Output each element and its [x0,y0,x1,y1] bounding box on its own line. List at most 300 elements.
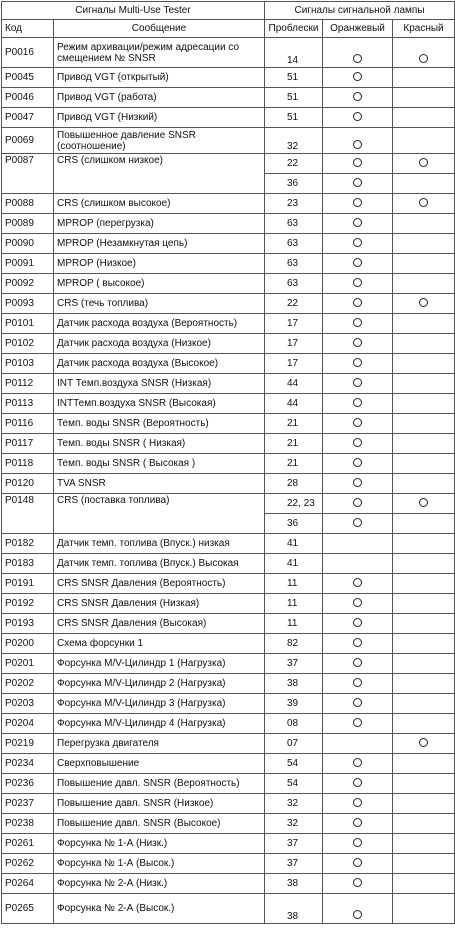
lamp-circle-icon [353,458,362,467]
blinks-cell: 63 [265,234,323,254]
red-cell [393,394,455,414]
orange-cell [323,874,393,894]
orange-cell [323,234,393,254]
code-cell: P0103 [2,354,54,374]
blinks-cell: 32 [265,128,323,154]
message-cell: Повышение давл. SNSR (Вероятность) [54,774,265,794]
orange-cell [323,274,393,294]
message-cell: MPROP (перегрузка) [54,214,265,234]
orange-cell [323,108,393,128]
code-cell: P0118 [2,454,54,474]
message-cell: CRS (поставка топлива) [54,494,265,534]
lamp-circle-icon [419,298,428,307]
orange-cell [323,474,393,494]
orange-cell [323,394,393,414]
code-cell: P0183 [2,554,54,574]
code-cell: P0200 [2,634,54,654]
blinks-cell: 08 [265,714,323,734]
lamp-circle-icon [353,718,362,727]
message-cell: Датчик расхода воздуха (Вероятность) [54,314,265,334]
message-cell: INTТемп.воздуха SNSR (Высокая) [54,394,265,414]
message-cell: Темп. воды SNSR (Вероятность) [54,414,265,434]
code-cell: P0202 [2,674,54,694]
red-cell [393,454,455,474]
orange-cell [323,654,393,674]
code-cell: P0264 [2,874,54,894]
lamp-circle-icon [353,678,362,687]
message-cell: MPROP ( высокое) [54,274,265,294]
table-row [2,874,455,894]
blinks-cell: 54 [265,754,323,774]
lamp-circle-icon [419,198,428,207]
orange-cell [323,754,393,774]
blinks-cell: 63 [265,274,323,294]
table-row [2,854,455,874]
table-row [2,68,455,88]
orange-cell [323,494,393,514]
table-row [2,88,455,108]
orange-cell [323,734,393,754]
message-cell: INT Темп.воздуха SNSR (Низкая) [54,374,265,394]
orange-cell [323,194,393,214]
orange-cell [323,314,393,334]
table-row [2,574,455,594]
lamp-circle-icon [419,158,428,167]
lamp-circle-icon [419,54,428,63]
message-cell: Форсунка М/V-Цилиндр 4 (Нагрузка) [54,714,265,734]
lamp-circle-icon [353,298,362,307]
code-cell: P0116 [2,414,54,434]
blinks-cell: 63 [265,214,323,234]
orange-cell [323,454,393,474]
table-row [2,374,455,394]
red-cell [393,154,455,174]
table-row [2,274,455,294]
blinks-cell: 37 [265,834,323,854]
lamp-circle-icon [353,798,362,807]
red-cell [393,534,455,554]
red-cell [393,374,455,394]
lamp-circle-icon [353,112,362,121]
message-cell: Форсунка № 1-А (Низк.) [54,834,265,854]
orange-header: Оранжевый [323,20,393,38]
message-cell: Форсунка № 1-А (Высок.) [54,854,265,874]
message-cell: Датчик темп. топлива (Впуск.) низкая [54,534,265,554]
lamp-circle-icon [419,738,428,747]
orange-cell [323,794,393,814]
message-cell: MPROP (Незамкнутая цепь) [54,234,265,254]
orange-cell [323,38,393,68]
lamp-circle-icon [353,838,362,847]
message-cell: MPROP (Низкое) [54,254,265,274]
code-cell: P0045 [2,68,54,88]
code-cell: P0112 [2,374,54,394]
blinks-cell: 39 [265,694,323,714]
code-cell: P0088 [2,194,54,214]
lamp-circle-icon [353,178,362,187]
message-cell: CRS (слишком низкое) [54,154,265,194]
table-row [2,194,455,214]
message-cell: CRS SNSR Давления (Высокая) [54,614,265,634]
code-cell: P0113 [2,394,54,414]
orange-cell [323,154,393,174]
lamp-circle-icon [353,518,362,527]
blinks-cell: 38 [265,874,323,894]
message-cell: CRS SNSR Давления (Вероятность) [54,574,265,594]
orange-cell [323,834,393,854]
table-row [2,714,455,734]
red-cell [393,634,455,654]
orange-cell [323,434,393,454]
table-row [2,354,455,374]
lamp-circle-icon [353,598,362,607]
orange-cell [323,894,393,924]
red-cell [393,38,455,68]
code-cell: P0201 [2,654,54,674]
blinks-cell: 21 [265,434,323,454]
orange-cell [323,354,393,374]
blinks-cell: 17 [265,314,323,334]
table-row [2,214,455,234]
blinks-cell: 32 [265,814,323,834]
lamp-circle-icon [353,378,362,387]
table-row [2,474,455,494]
dtc-table [1,1,455,924]
red-cell [393,614,455,634]
table-row [2,614,455,634]
message-cell: Привод VGT (Низкий) [54,108,265,128]
red-cell [393,754,455,774]
message-cell: Привод VGT (работа) [54,88,265,108]
message-cell: Повышение давл. SNSR (Высокое) [54,814,265,834]
lamp-circle-icon [353,258,362,267]
message-cell: Повышенное давление SNSR (соотношение) [54,128,265,154]
red-cell [393,554,455,574]
lamp-circle-icon [353,278,362,287]
message-cell: Режим архивации/режим адресации со смещением № SNSR [54,38,265,68]
orange-cell [323,374,393,394]
table-row [2,894,455,924]
blinks-cell: 38 [265,894,323,924]
blinks-cell: 11 [265,614,323,634]
table-row [2,494,455,514]
blinks-cell: 22, 23 [265,494,323,514]
red-cell [393,834,455,854]
lamp-circle-icon [353,878,362,887]
code-cell: P0237 [2,794,54,814]
lamp-circle-icon [353,338,362,347]
orange-cell [323,714,393,734]
blinks-cell: 32 [265,794,323,814]
message-cell: Перегрузка двигателя [54,734,265,754]
red-cell [393,254,455,274]
code-cell: P0090 [2,234,54,254]
red-cell [393,734,455,754]
table-row [2,534,455,554]
message-cell: Сверхповышение [54,754,265,774]
message-header: Сообщение [54,20,265,38]
message-cell: CRS (слишком высокое) [54,194,265,214]
red-cell [393,654,455,674]
lamp-circle-icon [353,218,362,227]
orange-cell [323,88,393,108]
message-cell: Повышение давл. SNSR (Низкое) [54,794,265,814]
code-cell: P0102 [2,334,54,354]
table-row [2,554,455,574]
table-row [2,774,455,794]
lamp-circle-icon [353,140,362,149]
orange-cell [323,854,393,874]
red-cell [393,68,455,88]
code-cell: P0204 [2,714,54,734]
message-cell: Схема форсунки 1 [54,634,265,654]
lamp-circle-icon [353,418,362,427]
blinks-cell: 21 [265,414,323,434]
message-cell: Темп. воды SNSR ( Низкая) [54,434,265,454]
lamp-circle-icon [353,658,362,667]
lamp-circle-icon [353,910,362,919]
message-cell: Форсунка М/V-Цилиндр 1 (Нагрузка) [54,654,265,674]
orange-cell [323,214,393,234]
blinks-cell: 22 [265,294,323,314]
blinks-header: Проблески [265,20,323,38]
code-cell: P0087 [2,154,54,194]
blinks-cell: 37 [265,654,323,674]
blinks-cell: 11 [265,574,323,594]
red-header: Красный [393,20,455,38]
code-cell: P0261 [2,834,54,854]
table-row [2,314,455,334]
table-row [2,654,455,674]
red-cell [393,694,455,714]
red-cell [393,794,455,814]
lamp-circle-icon [353,758,362,767]
orange-cell [323,774,393,794]
blinks-cell: 44 [265,394,323,414]
lamp-circle-icon [353,238,362,247]
blinks-cell: 22 [265,154,323,174]
lamp-circle-icon [353,318,362,327]
header-row-columns [2,20,455,38]
table-row [2,294,455,314]
orange-cell [323,574,393,594]
red-cell [393,674,455,694]
orange-cell [323,514,393,534]
lamp-circle-icon [353,858,362,867]
table-row [2,454,455,474]
table-row [2,734,455,754]
table-row [2,154,455,174]
code-cell: P0092 [2,274,54,294]
code-cell: P0046 [2,88,54,108]
blinks-cell: 11 [265,594,323,614]
message-cell: Привод VGT (открытый) [54,68,265,88]
lamp-circle-icon [353,818,362,827]
orange-cell [323,814,393,834]
red-cell [393,294,455,314]
blinks-cell: 51 [265,88,323,108]
code-cell: P0182 [2,534,54,554]
table-row [2,394,455,414]
orange-cell [323,128,393,154]
lamp-circle-icon [353,198,362,207]
message-cell: Темп. воды SNSR ( Высокая ) [54,454,265,474]
orange-cell [323,174,393,194]
code-cell: P0262 [2,854,54,874]
blinks-cell: 41 [265,554,323,574]
blinks-cell: 63 [265,254,323,274]
red-cell [393,354,455,374]
red-cell [393,574,455,594]
orange-cell [323,294,393,314]
blinks-cell: 23 [265,194,323,214]
message-cell: CRS SNSR Давления (Низкая) [54,594,265,614]
message-cell: Форсунка М/V-Цилиндр 3 (Нагрузка) [54,694,265,714]
code-cell: P0219 [2,734,54,754]
lamp-circle-icon [353,778,362,787]
table-row [2,38,455,68]
lamp-circle-icon [353,358,362,367]
blinks-cell: 44 [265,374,323,394]
lamp-circle-icon [353,638,362,647]
red-cell [393,814,455,834]
code-cell: P0236 [2,774,54,794]
lamp-circle-icon [353,618,362,627]
blinks-cell: 17 [265,354,323,374]
lamp-circle-icon [353,698,362,707]
orange-cell [323,554,393,574]
table-row [2,834,455,854]
blinks-cell: 82 [265,634,323,654]
orange-cell [323,254,393,274]
code-cell: P0089 [2,214,54,234]
blinks-cell: 17 [265,334,323,354]
table-row [2,128,455,154]
tester-signals-header: Сигналы Multi-Use Tester [2,2,265,20]
blinks-cell: 21 [265,454,323,474]
blinks-cell: 36 [265,514,323,534]
table-row [2,694,455,714]
red-cell [393,174,455,194]
code-cell: P0047 [2,108,54,128]
red-cell [393,894,455,924]
code-cell: P0265 [2,894,54,924]
red-cell [393,594,455,614]
code-cell: P0234 [2,754,54,774]
orange-cell [323,674,393,694]
lamp-circle-icon [353,498,362,507]
lamp-circle-icon [353,92,362,101]
lamp-circle-icon [353,578,362,587]
lamp-signals-header: Сигналы сигнальной лампы [265,2,455,20]
blinks-cell: 28 [265,474,323,494]
table-row [2,634,455,654]
code-cell: P0069 [2,128,54,154]
code-cell: P0148 [2,494,54,534]
message-cell: Датчик расхода воздуха (Низкое) [54,334,265,354]
table-row [2,108,455,128]
red-cell [393,334,455,354]
orange-cell [323,594,393,614]
red-cell [393,714,455,734]
table-row [2,414,455,434]
red-cell [393,314,455,334]
red-cell [393,414,455,434]
table-row [2,674,455,694]
red-cell [393,214,455,234]
orange-cell [323,414,393,434]
orange-cell [323,334,393,354]
lamp-circle-icon [353,398,362,407]
code-cell: P0192 [2,594,54,614]
red-cell [393,274,455,294]
code-cell: P0101 [2,314,54,334]
code-cell: P0203 [2,694,54,714]
red-cell [393,874,455,894]
code-header: Код [2,20,54,38]
red-cell [393,88,455,108]
message-cell: Форсунка № 2-А (Высок.) [54,894,265,924]
blinks-cell: 14 [265,38,323,68]
lamp-circle-icon [419,498,428,507]
orange-cell [323,614,393,634]
code-cell: P0093 [2,294,54,314]
blinks-cell: 51 [265,108,323,128]
table-row [2,814,455,834]
blinks-cell: 07 [265,734,323,754]
red-cell [393,494,455,514]
orange-cell [323,68,393,88]
table-row [2,754,455,774]
lamp-circle-icon [353,478,362,487]
table-row [2,234,455,254]
code-cell: P0191 [2,574,54,594]
red-cell [393,108,455,128]
red-cell [393,234,455,254]
blinks-cell: 41 [265,534,323,554]
red-cell [393,434,455,454]
table-row [2,334,455,354]
blinks-cell: 51 [265,68,323,88]
red-cell [393,514,455,534]
header-row-top [2,2,455,20]
table-row [2,434,455,454]
red-cell [393,774,455,794]
code-cell: P0120 [2,474,54,494]
table-row [2,794,455,814]
lamp-circle-icon [353,72,362,81]
blinks-cell: 37 [265,854,323,874]
message-cell: CRS (течь топлива) [54,294,265,314]
code-cell: P0016 [2,38,54,68]
orange-cell [323,634,393,654]
message-cell: Форсунка № 2-А (Низк.) [54,874,265,894]
lamp-circle-icon [353,54,362,63]
code-cell: P0117 [2,434,54,454]
blinks-cell: 36 [265,174,323,194]
orange-cell [323,534,393,554]
lamp-circle-icon [353,438,362,447]
message-cell: TVA SNSR [54,474,265,494]
code-cell: P0091 [2,254,54,274]
blinks-cell: 54 [265,774,323,794]
code-cell: P0193 [2,614,54,634]
red-cell [393,854,455,874]
red-cell [393,128,455,154]
message-cell: Датчик темп. топлива (Впуск.) Высокая [54,554,265,574]
table-row [2,594,455,614]
lamp-circle-icon [353,158,362,167]
